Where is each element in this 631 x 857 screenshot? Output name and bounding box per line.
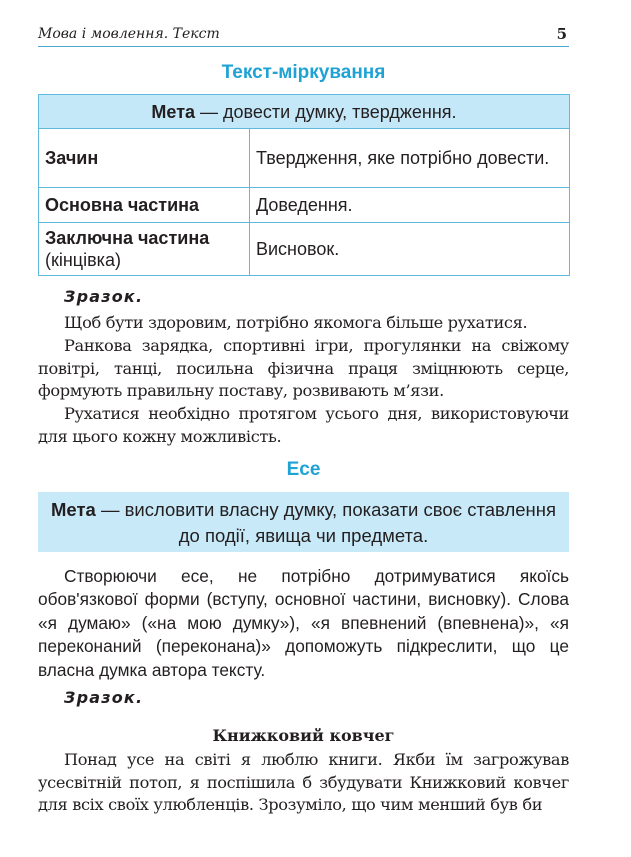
- goal-cell: [39, 95, 570, 129]
- row-value: Доведення.: [250, 188, 570, 223]
- essay-goal-box: [38, 492, 569, 552]
- row-label-text: Основна частина: [45, 195, 200, 215]
- row-label: [39, 188, 250, 223]
- sample-paragraph: Ранкова зарядка, спортивні ігри, прогулянки на свіжому повітрі, танці, посильна фізична праця зміцнюють серце, формують правильну поставу, розвивають м’язи.: [38, 336, 569, 400]
- table-row: [39, 188, 570, 223]
- reasoning-structure-table: [38, 94, 570, 276]
- row-label-text: Заключна частина: [45, 228, 210, 248]
- section-title-essay: Есе: [286, 459, 321, 480]
- essay-description: Створюючи есе, не потрібно дотримуватися якоїсь обов'язкової форми (вступу, основної частини, висновку). Слова «я думаю» («на мою думку»), «я впевнений (впевнена)», «я переконаний (переконана)» допоможуть підкреслити, що це власна думка автора тексту.: [38, 566, 569, 680]
- section-title-reasoning: Текст-міркування: [221, 62, 386, 83]
- table-row: [39, 129, 570, 188]
- goal-label: Мета: [151, 101, 196, 122]
- goal-text: — довести думку, твердження.: [195, 101, 457, 122]
- page-number: 5: [556, 25, 567, 43]
- table-header-row: [39, 95, 570, 129]
- essay-sample-text: Понад усе на світі я люблю книги. Якби їм загрожував усесвітній потоп, я поспішила б збудувати Книжковий ковчег для всіх своїх улюбленців. Зрозуміло, що чим менший був би: [38, 750, 569, 814]
- essay-sample-title: Книжковий ковчег: [212, 726, 395, 745]
- essay-goal-text: — висловити власну думку, показати своє ставлення до події, явища чи предмета.: [95, 499, 556, 546]
- row-label-text: Зачин: [45, 148, 99, 168]
- running-header: [38, 24, 569, 47]
- sample-paragraph: Щоб бути здоровим, потрібно якомога більше рухатися.: [64, 313, 528, 332]
- row-value: Висновок.: [250, 223, 570, 276]
- row-label: [39, 223, 250, 276]
- row-value: Твердження, яке потрібно довести.: [250, 129, 570, 188]
- sample-label: Зразок.: [64, 287, 144, 306]
- row-sublabel: (кінцівка): [45, 250, 121, 270]
- running-title: Мова і мовлення. Текст: [38, 26, 220, 42]
- table-row: [39, 223, 570, 276]
- essay-sample-label: Зразок.: [64, 688, 144, 707]
- sample-paragraph: Рухатися необхідно протягом усього дня, використовуючи для цього кожну можливість.: [38, 404, 569, 446]
- row-label: [39, 129, 250, 188]
- essay-goal-label: Мета: [51, 499, 96, 520]
